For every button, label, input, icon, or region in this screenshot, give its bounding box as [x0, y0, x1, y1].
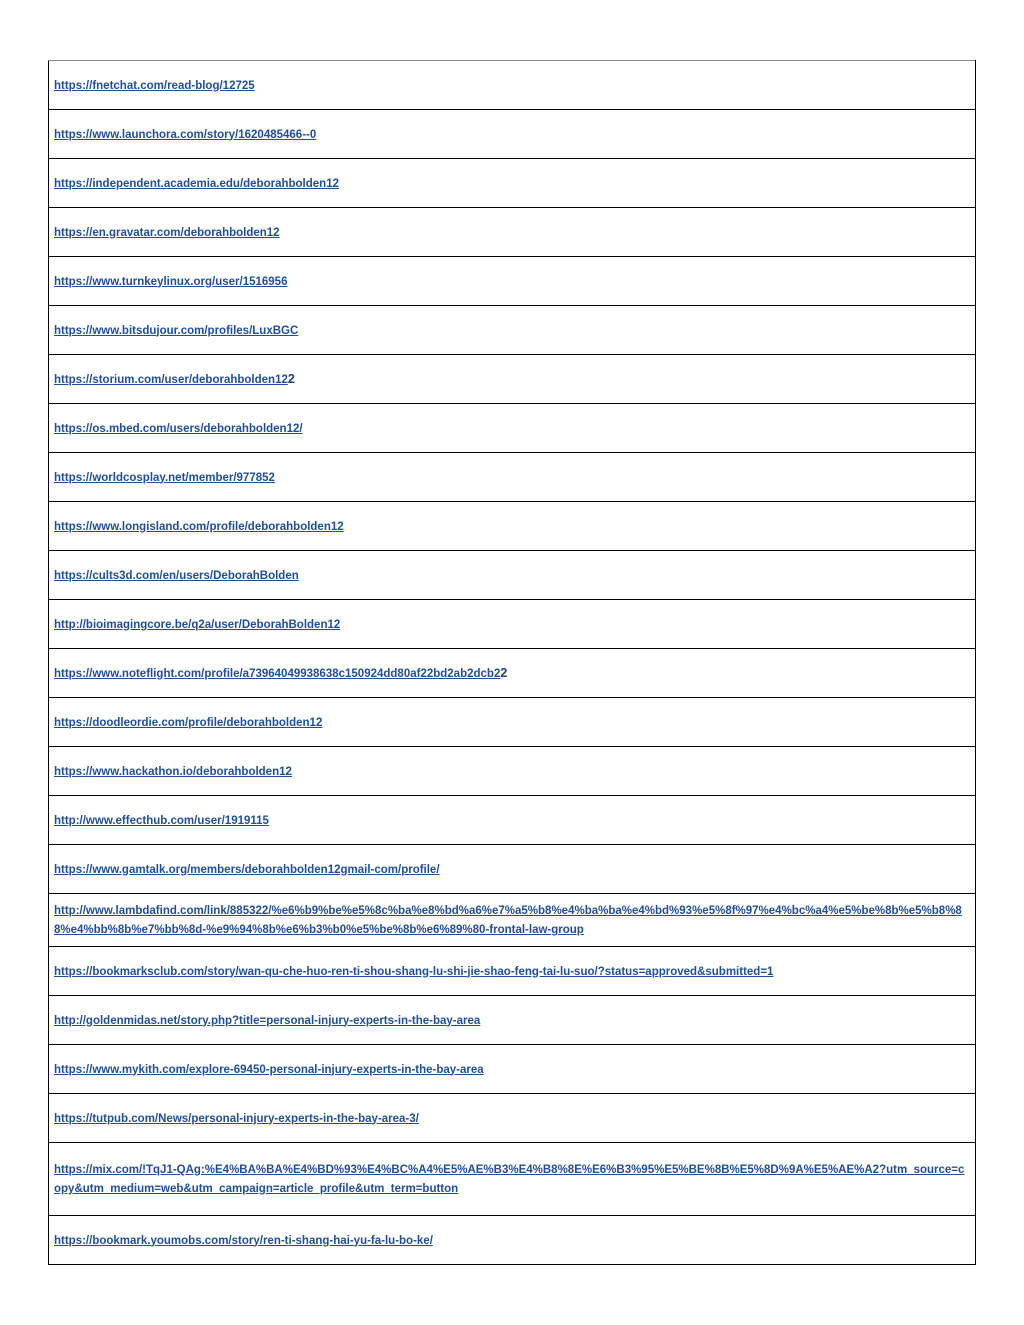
table-row [49, 747, 976, 796]
table-cell [49, 796, 976, 845]
table-row [49, 208, 976, 257]
table-row [49, 404, 976, 453]
table-row [49, 110, 976, 159]
link-mykith[interactable]: https://www.mykith.com/explore-69450-personal-injury-experts-in-the-bay-area [54, 1063, 484, 1076]
table-cell [49, 1216, 976, 1265]
table-row [49, 306, 976, 355]
table-row [49, 649, 976, 698]
link-tail-text: 2 [500, 665, 508, 680]
table-row [49, 159, 976, 208]
link-goldenmidas[interactable]: http://goldenmidas.net/story.php?title=personal-injury-experts-in-the-bay-area [54, 1014, 481, 1027]
table-cell [49, 159, 976, 208]
table-row [49, 894, 976, 947]
link-storium[interactable]: https://storium.com/user/deborahbolden12 [54, 373, 288, 386]
link-turnkeylinux[interactable]: https://www.turnkeylinux.org/user/1516956 [54, 275, 288, 288]
table-cell [49, 306, 976, 355]
link-lambdafind[interactable]: http://www.lambdafind.com/link/885322/%e6%b9%be%e5%8c%ba%e8%bd%a6%e7%a5%b8%e4%ba%ba%e4%bd%93%e5%8f%97%e4%bc%a4%e5%be%8b%e5%b8%88%e4%bb%8b%e7%bb%8d-%e9%94%8b%e6%b3%b0%e5%be%8b%e6%89%80-frontal-law-group [54, 905, 962, 936]
table-cell [49, 1143, 976, 1216]
link-mbed[interactable]: https://os.mbed.com/users/deborahbolden12/ [54, 422, 303, 435]
table-row [49, 551, 976, 600]
table-cell [49, 747, 976, 796]
table-row [49, 845, 976, 894]
link-doodleordie[interactable]: https://doodleordie.com/profile/deborahbolden12 [54, 716, 323, 729]
table-row [49, 61, 976, 110]
table-row [49, 698, 976, 747]
link-bitsdujour[interactable]: https://www.bitsdujour.com/profiles/LuxBGC [54, 324, 299, 337]
table-cell [49, 404, 976, 453]
link-gravatar[interactable]: https://en.gravatar.com/deborahbolden12 [54, 226, 280, 239]
table-cell [49, 110, 976, 159]
table-cell [49, 551, 976, 600]
links-table-body [49, 61, 976, 1265]
link-mix[interactable]: https://mix.com/!TqJ1-QAg:%E4%BA%BA%E4%BD%93%E4%BC%A4%E5%AE%B3%E4%B8%8E%E6%B3%95%E5%BE%8B%E5%8D%9A%E5%AE%A2?utm_source=copy&utm_medium=web&utm_campaign=article_profile&utm_term=button [54, 1164, 965, 1195]
table-row [49, 1045, 976, 1094]
table-cell [49, 1045, 976, 1094]
links-table [48, 60, 976, 1265]
table-row [49, 257, 976, 306]
table-cell [49, 600, 976, 649]
link-youmobs[interactable]: https://bookmark.youmobs.com/story/ren-ti-shang-hai-yu-fa-lu-bo-ke/ [54, 1234, 433, 1247]
table-cell [49, 1094, 976, 1143]
link-tutpub[interactable]: https://tutpub.com/News/personal-injury-experts-in-the-bay-area-3/ [54, 1112, 419, 1125]
table-cell [49, 61, 976, 110]
table-row [49, 1094, 976, 1143]
table-row [49, 453, 976, 502]
link-bioimagingcore[interactable]: http://bioimagingcore.be/q2a/user/DeborahBolden12 [54, 618, 341, 631]
table-cell [49, 355, 976, 404]
link-launchora[interactable]: https://www.launchora.com/story/1620485466--0 [54, 128, 317, 141]
link-tail-text: 2 [287, 371, 295, 386]
table-cell [49, 649, 976, 698]
table-cell [49, 996, 976, 1045]
link-longisland[interactable]: https://www.longisland.com/profile/deborahbolden12 [54, 520, 344, 533]
table-row [49, 796, 976, 845]
link-academia[interactable]: https://independent.academia.edu/deborahbolden12 [54, 177, 339, 190]
link-effecthub[interactable]: http://www.effecthub.com/user/1919115 [54, 814, 269, 827]
link-worldcosplay[interactable]: https://worldcosplay.net/member/977852 [54, 471, 275, 484]
table-cell [49, 698, 976, 747]
table-cell [49, 453, 976, 502]
table-row [49, 502, 976, 551]
link-cults3d[interactable]: https://cults3d.com/en/users/DeborahBolden [54, 569, 299, 582]
link-bookmarksclub[interactable]: https://bookmarksclub.com/story/wan-qu-che-huo-ren-ti-shou-shang-lu-shi-jie-shao-feng-tai-lu-suo/?status=approved&submitted=1 [54, 965, 774, 978]
table-cell [49, 845, 976, 894]
table-row [49, 996, 976, 1045]
table-cell [49, 894, 976, 947]
table-row [49, 355, 976, 404]
table-row [49, 1216, 976, 1265]
table-row [49, 947, 976, 996]
table-cell [49, 257, 976, 306]
table-cell [49, 208, 976, 257]
link-noteflight[interactable]: https://www.noteflight.com/profile/a73964049938638c150924dd80af22bd2ab2dcb2 [54, 667, 501, 680]
table-row [49, 1143, 976, 1216]
table-cell [49, 947, 976, 996]
table-row [49, 600, 976, 649]
link-gamtalk[interactable]: https://www.gamtalk.org/members/deborahbolden12gmail-com/profile/ [54, 863, 440, 876]
link-hackathon[interactable]: https://www.hackathon.io/deborahbolden12 [54, 765, 292, 778]
table-cell [49, 502, 976, 551]
link-fnetchat[interactable]: https://fnetchat.com/read-blog/12725 [54, 79, 255, 92]
